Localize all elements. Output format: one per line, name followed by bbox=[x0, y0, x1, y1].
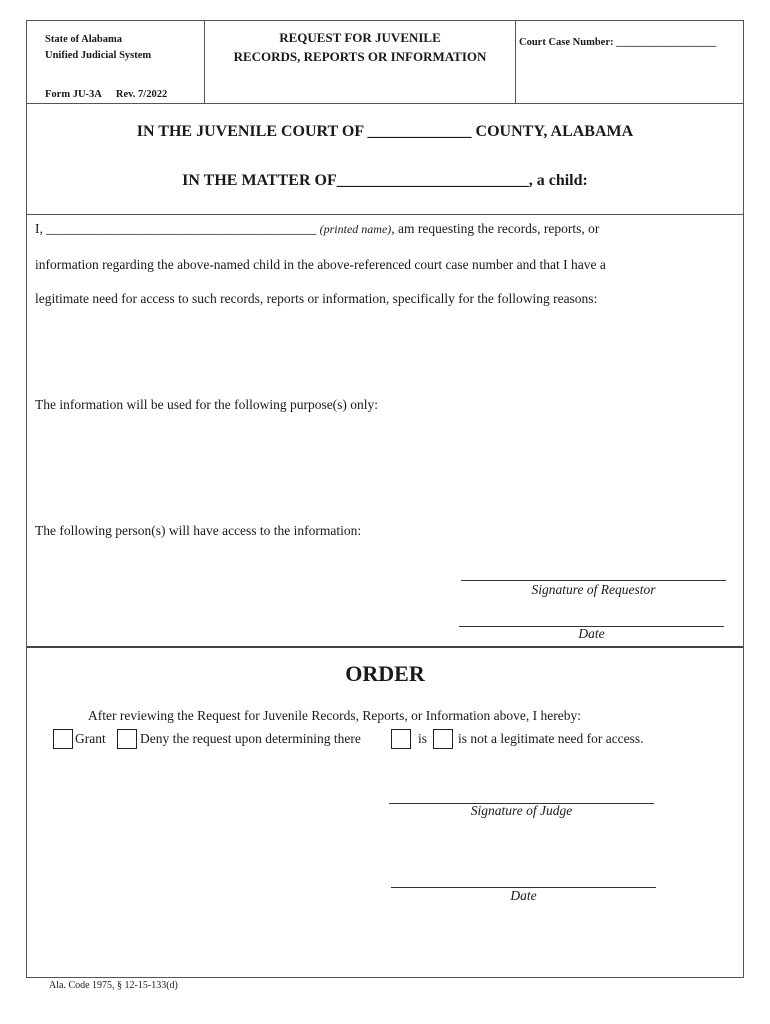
header-left-cell bbox=[27, 21, 205, 103]
state-block bbox=[45, 32, 151, 64]
printed-name-hint: (printed name) bbox=[319, 222, 392, 236]
deny-checkbox[interactable] bbox=[117, 729, 137, 749]
matter-of-line: IN THE MATTER OF________________________, a child: bbox=[182, 172, 588, 189]
grant-checkbox[interactable] bbox=[53, 729, 73, 749]
section-divider bbox=[27, 214, 743, 215]
requestor-signature-caption: Signature of Requestor bbox=[531, 582, 656, 597]
form-title-line1: REQUEST FOR JUVENILE bbox=[279, 30, 441, 45]
juvenile-court-line: IN THE JUVENILE COURT OF _____________ COUNTY, ALABAMA bbox=[136, 123, 634, 140]
form-number-block bbox=[45, 89, 167, 100]
is-label: is bbox=[418, 731, 428, 746]
form-container bbox=[26, 20, 744, 978]
form-header bbox=[27, 21, 743, 104]
judge-signature-caption: Signature of Judge bbox=[470, 803, 573, 818]
request-line3: legitimate need for access to such records, reports or information, specifically for the following reasons: bbox=[35, 291, 598, 306]
persons-label: The following person(s) will have access to the information: bbox=[35, 523, 362, 538]
is-checkbox[interactable] bbox=[391, 729, 411, 749]
is-not-checkbox[interactable] bbox=[433, 729, 453, 749]
is-not-label: is not a legitimate need for access. bbox=[458, 731, 644, 746]
deny-label: Deny the request upon determining there bbox=[140, 731, 361, 746]
court-case-number-field[interactable]: Court Case Number: ___________________ bbox=[519, 37, 716, 48]
order-intro-text: After reviewing the Request for Juvenile Records, Reports, or Information above, I hereby: bbox=[88, 708, 581, 723]
requestor-signature-line[interactable] bbox=[461, 580, 726, 581]
order-divider bbox=[27, 646, 743, 648]
requestor-name-field[interactable]: I, ________________________________________ bbox=[35, 221, 317, 236]
form-number: Form JU-3A bbox=[45, 89, 102, 100]
header-title-cell bbox=[205, 21, 516, 103]
request-date-caption: Date bbox=[578, 626, 605, 641]
request-line2: information regarding the above-named child in the above-referenced court case number and that I have a bbox=[35, 257, 606, 272]
purpose-label: The information will be used for the following purpose(s) only: bbox=[35, 397, 379, 412]
form-revision: Rev. 7/2022 bbox=[115, 89, 168, 100]
order-date-caption: Date bbox=[510, 888, 537, 903]
request-line1-suffix: , am requesting the records, reports, or bbox=[391, 221, 600, 236]
order-title: ORDER bbox=[345, 661, 425, 686]
form-title bbox=[205, 28, 515, 66]
judicial-system: Unified Judicial System bbox=[45, 50, 152, 61]
requestor-name-line bbox=[35, 221, 599, 237]
state-name: State of Alabama bbox=[45, 34, 122, 45]
statute-citation: Ala. Code 1975, § 12-15-133(d) bbox=[49, 980, 178, 991]
form-title-line2: RECORDS, REPORTS OR INFORMATION bbox=[233, 49, 487, 64]
grant-label: Grant bbox=[75, 731, 106, 746]
